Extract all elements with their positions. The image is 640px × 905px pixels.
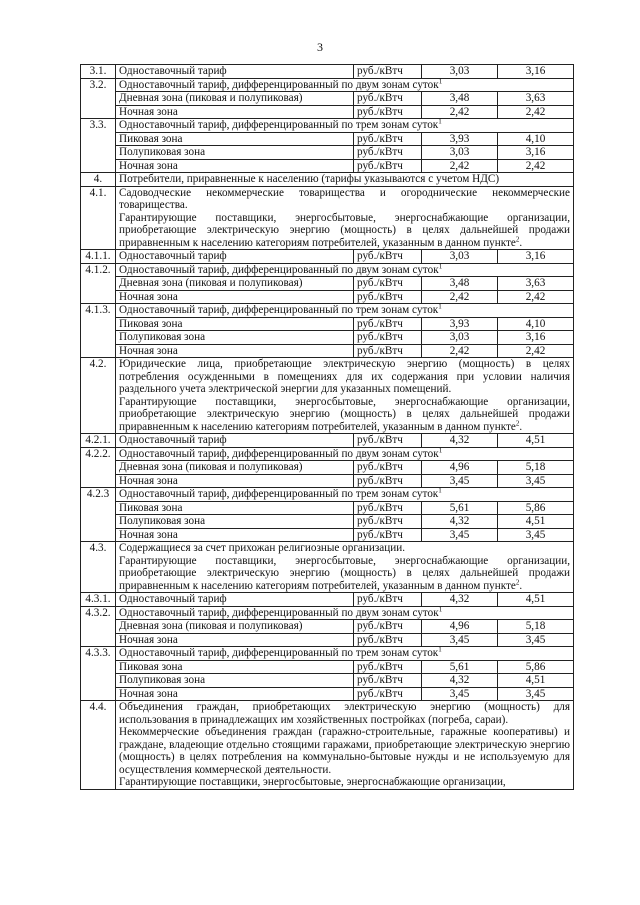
tariff-group-text: Одноставочный тариф, дифференцированный по двум зонам суток: [119, 606, 439, 619]
table-row: [81, 173, 574, 187]
unit-cell: руб./кВтч: [354, 687, 422, 701]
description-paragraph: Гарантирующие поставщики, энергосбытовые, энергоснабжающие организации, приобретающие электрическую энергию (мощность) в целях дальнейшей продажи приравненным к населению категориям потребителей, указанным в данном пункте$^2$.: [119, 395, 570, 433]
unit-cell: руб./кВтч: [354, 461, 422, 475]
item-number: 3.1.: [81, 65, 116, 79]
table-row: [81, 542, 574, 593]
value-period-2: 4,51: [498, 674, 574, 688]
table-row: [81, 660, 574, 674]
value-period-1: 3,03: [422, 331, 498, 345]
tariff-group-text: Одноставочный тариф, дифференцированный по трем зонам суток: [119, 647, 439, 659]
table-row: [81, 701, 574, 790]
unit-cell: руб./кВтч: [354, 633, 422, 647]
table-row: [81, 263, 574, 277]
zone-name: Пиковая зона: [116, 501, 354, 515]
tariff-group-title: [116, 119, 574, 133]
value-period-1: 3,93: [422, 132, 498, 146]
table-row: [81, 501, 574, 515]
value-period-1: 3,45: [422, 474, 498, 488]
table-row: [81, 606, 574, 620]
value-period-1: 4,32: [422, 674, 498, 688]
item-number: 4.2.: [81, 358, 116, 434]
zone-name: Полупиковая зона: [116, 515, 354, 529]
table-row: [81, 331, 574, 345]
value-period-1: 4,96: [422, 461, 498, 475]
value-period-1: 3,45: [422, 687, 498, 701]
table-row: [81, 674, 574, 688]
table-row: [81, 92, 574, 106]
table-row: [81, 344, 574, 358]
category-description: [116, 186, 574, 250]
value-period-1: 2,42: [422, 105, 498, 119]
value-period-2: 2,42: [498, 159, 574, 173]
unit-cell: руб./кВтч: [354, 344, 422, 358]
item-number: 4.3.2.: [81, 606, 116, 647]
category-description: [116, 173, 574, 187]
table-row: [81, 474, 574, 488]
zone-name: Дневная зона (пиковая и полупиковая): [116, 277, 354, 291]
tariff-group-title: [116, 606, 574, 620]
value-period-2: 5,86: [498, 660, 574, 674]
unit-cell: руб./кВтч: [354, 593, 422, 607]
table-row: [81, 186, 574, 250]
table-row: [81, 277, 574, 291]
unit-cell: руб./кВтч: [354, 660, 422, 674]
item-number: 4.1.1.: [81, 250, 116, 264]
value-period-2: 3,45: [498, 528, 574, 542]
value-period-1: 3,45: [422, 633, 498, 647]
zone-name: Ночная зона: [116, 633, 354, 647]
description-paragraph: Объединения граждан, приобретающих электрическую энергию (мощность) для использования в принадлежащих им хозяйственных постройках (погреба, сараи).: [119, 701, 570, 726]
zone-name: Ночная зона: [116, 474, 354, 488]
table-row: [81, 593, 574, 607]
footnote-mark: 1: [438, 486, 442, 495]
table-row: [81, 647, 574, 661]
value-period-2: 5,86: [498, 501, 574, 515]
value-period-1: 3,03: [422, 250, 498, 264]
zone-name: Ночная зона: [116, 159, 354, 173]
zone-name: Ночная зона: [116, 528, 354, 542]
category-description: [116, 701, 574, 790]
unit-cell: руб./кВтч: [354, 92, 422, 106]
unit-cell: руб./кВтч: [354, 515, 422, 529]
tariff-group-text: Одноставочный тариф, дифференцированный по двум зонам суток: [119, 447, 439, 460]
table-row: [81, 146, 574, 160]
item-number: 4.3.3.: [81, 647, 116, 701]
value-period-2: 3,63: [498, 277, 574, 291]
zone-name: Дневная зона (пиковая и полупиковая): [116, 461, 354, 475]
table-row: [81, 488, 574, 502]
table-row: [81, 159, 574, 173]
table-row: [81, 515, 574, 529]
item-number: 4.1.: [81, 186, 116, 250]
unit-cell: руб./кВтч: [354, 528, 422, 542]
tariff-group-title: [116, 647, 574, 661]
value-period-1: 4,32: [422, 434, 498, 448]
value-period-2: 2,42: [498, 344, 574, 358]
description-paragraph: Некоммерческие объединения граждан (гаражно-строительные, гаражные кооперативы) и граждане, владеющие отдельно стоящими гаражами, приобретающие электрическую энергию (мощность) в целях потребления на коммунально-бытовые нужды и не используемую для осуществления коммерческой деятельности.: [119, 726, 570, 776]
table-row: [81, 119, 574, 133]
tariff-name: Одноставочный тариф: [116, 593, 354, 607]
item-number: 4.1.3.: [81, 304, 116, 358]
value-period-2: 3,16: [498, 146, 574, 160]
table-row: [81, 65, 574, 79]
value-period-2: 4,51: [498, 515, 574, 529]
table-row: [81, 358, 574, 434]
value-period-1: 4,96: [422, 620, 498, 634]
unit-cell: руб./кВтч: [354, 317, 422, 331]
tariff-group-text: Одноставочный тариф, дифференцированный по трем зонам суток: [119, 304, 439, 316]
unit-cell: руб./кВтч: [354, 146, 422, 160]
item-number: 4.4.: [81, 701, 116, 790]
unit-cell: руб./кВтч: [354, 474, 422, 488]
tariff-group-title: [116, 263, 574, 277]
tariff-name: Одноставочный тариф: [116, 434, 354, 448]
tariff-group-title: [116, 488, 574, 502]
table-row: [81, 250, 574, 264]
unit-cell: руб./кВтч: [354, 501, 422, 515]
value-period-2: 2,42: [498, 290, 574, 304]
value-period-1: 3,45: [422, 528, 498, 542]
tariff-name: Одноставочный тариф: [116, 250, 354, 264]
unit-cell: руб./кВтч: [354, 434, 422, 448]
zone-name: Полупиковая зона: [116, 331, 354, 345]
zone-name: Ночная зона: [116, 687, 354, 701]
value-period-1: 2,42: [422, 159, 498, 173]
item-number: 4.: [81, 173, 116, 187]
tariff-group-text: Одноставочный тариф, дифференцированный по двум зонам суток: [119, 78, 439, 91]
page-number: 3: [317, 40, 323, 54]
item-number: 4.2.3: [81, 488, 116, 542]
zone-name: Ночная зона: [116, 290, 354, 304]
value-period-2: 3,45: [498, 474, 574, 488]
footnote-mark: 1: [438, 76, 443, 85]
unit-cell: руб./кВтч: [354, 105, 422, 119]
tariff-group-text: Одноставочный тариф, дифференцированный по трем зонам суток: [119, 119, 439, 131]
description-paragraph: Юридические лица, приобретающие электрическую энергию (мощность) в целях потребления осужденными в помещениях для их содержания при условии наличия раздельного учета электрической энергии для указанных помещений.: [119, 358, 570, 395]
table-row: [81, 633, 574, 647]
table-row: [81, 687, 574, 701]
table-row: [81, 434, 574, 448]
footnote-mark: 1: [438, 445, 443, 454]
value-period-1: 3,48: [422, 92, 498, 106]
zone-name: Дневная зона (пиковая и полупиковая): [116, 620, 354, 634]
unit-cell: руб./кВтч: [354, 290, 422, 304]
zone-name: Ночная зона: [116, 344, 354, 358]
table-row: [81, 105, 574, 119]
footnote-mark: 1: [438, 117, 442, 126]
item-number: 4.1.2.: [81, 263, 116, 304]
description-paragraph: Гарантирующие поставщики, энергосбытовые, энергоснабжающие организации, приобретающие электрическую энергию (мощность) в целях дальнейшей продажи приравненным к населению категориям потребителей, указанным в данном пункте$^2$.: [119, 554, 570, 592]
value-period-2: 3,16: [498, 65, 574, 79]
zone-name: Пиковая зона: [116, 317, 354, 331]
value-period-1: 4,32: [422, 515, 498, 529]
footnote-mark: 1: [438, 302, 442, 311]
value-period-1: 5,61: [422, 660, 498, 674]
footnote-mark: 2: [515, 234, 520, 243]
item-number: 4.3.1.: [81, 593, 116, 607]
item-number: 3.3.: [81, 119, 116, 173]
zone-name: Полупиковая зона: [116, 146, 354, 160]
value-period-2: 4,51: [498, 593, 574, 607]
unit-cell: руб./кВтч: [354, 277, 422, 291]
tariff-group-title: [116, 78, 574, 92]
unit-cell: руб./кВтч: [354, 65, 422, 79]
footnote-mark: 2: [515, 577, 520, 586]
tariff-table: [80, 64, 574, 790]
zone-name: Пиковая зона: [116, 660, 354, 674]
tariff-group-text: Одноставочный тариф, дифференцированный по двум зонам суток: [119, 263, 439, 276]
unit-cell: руб./кВтч: [354, 674, 422, 688]
zone-name: Полупиковая зона: [116, 674, 354, 688]
table-row: [81, 304, 574, 318]
value-period-1: 3,03: [422, 146, 498, 160]
value-period-2: 3,45: [498, 687, 574, 701]
description-paragraph: Садоводческие некоммерческие товарищества и огороднические некоммерческие товарищества.: [119, 186, 570, 211]
value-period-2: 3,63: [498, 92, 574, 106]
value-period-1: 3,03: [422, 65, 498, 79]
tariff-group-text: Одноставочный тариф, дифференцированный по трем зонам суток: [119, 488, 439, 500]
unit-cell: руб./кВтч: [354, 250, 422, 264]
description-paragraph: Гарантирующие поставщики, энергосбытовые, энергоснабжающие организации,: [119, 776, 506, 788]
value-period-1: 5,61: [422, 501, 498, 515]
value-period-2: 5,18: [498, 620, 574, 634]
value-period-1: 4,32: [422, 593, 498, 607]
item-number: 4.2.1.: [81, 434, 116, 448]
value-period-2: 4,10: [498, 132, 574, 146]
footnote-mark: 1: [438, 645, 442, 654]
value-period-2: 4,10: [498, 317, 574, 331]
description-paragraph: Потребители, приравненные к населению (тарифы указываются с учетом НДС): [119, 173, 500, 185]
value-period-2: 4,51: [498, 434, 574, 448]
unit-cell: руб./кВтч: [354, 159, 422, 173]
category-description: [116, 358, 574, 434]
table-row: [81, 528, 574, 542]
value-period-2: 2,42: [498, 105, 574, 119]
table-row: [81, 78, 574, 92]
tariff-name: Одноставочный тариф: [116, 65, 354, 79]
footnote-mark: 1: [438, 261, 443, 270]
zone-name: Дневная зона (пиковая и полупиковая): [116, 92, 354, 106]
tariff-group-title: [116, 447, 574, 461]
value-period-2: 5,18: [498, 461, 574, 475]
unit-cell: руб./кВтч: [354, 620, 422, 634]
description-paragraph: Гарантирующие поставщики, энергосбытовые, энергоснабжающие организации, приобретающие электрическую энергию (мощность) в целях дальнейшей продажи приравненным к населению категориям потребителей, указанным в данном пункте$^2$.: [119, 211, 570, 249]
table-row: [81, 290, 574, 304]
table-row: [81, 461, 574, 475]
tariff-group-title: [116, 304, 574, 318]
zone-name: Пиковая зона: [116, 132, 354, 146]
value-period-1: 3,48: [422, 277, 498, 291]
footnote-mark: 1: [438, 604, 443, 613]
value-period-2: 3,45: [498, 633, 574, 647]
zone-name: Ночная зона: [116, 105, 354, 119]
unit-cell: руб./кВтч: [354, 132, 422, 146]
unit-cell: руб./кВтч: [354, 331, 422, 345]
footnote-mark: 2: [515, 418, 520, 427]
table-row: [81, 132, 574, 146]
value-period-2: 3,16: [498, 250, 574, 264]
table-row: [81, 317, 574, 331]
item-number: 3.2.: [81, 78, 116, 119]
item-number: 4.3.: [81, 542, 116, 593]
table-row: [81, 447, 574, 461]
category-description: [116, 542, 574, 593]
value-period-2: 3,16: [498, 331, 574, 345]
table-row: [81, 620, 574, 634]
item-number: 4.2.2.: [81, 447, 116, 488]
description-paragraph: Содержащиеся за счет прихожан религиозные организации.: [119, 542, 406, 554]
value-period-1: 2,42: [422, 344, 498, 358]
value-period-1: 2,42: [422, 290, 498, 304]
value-period-1: 3,93: [422, 317, 498, 331]
